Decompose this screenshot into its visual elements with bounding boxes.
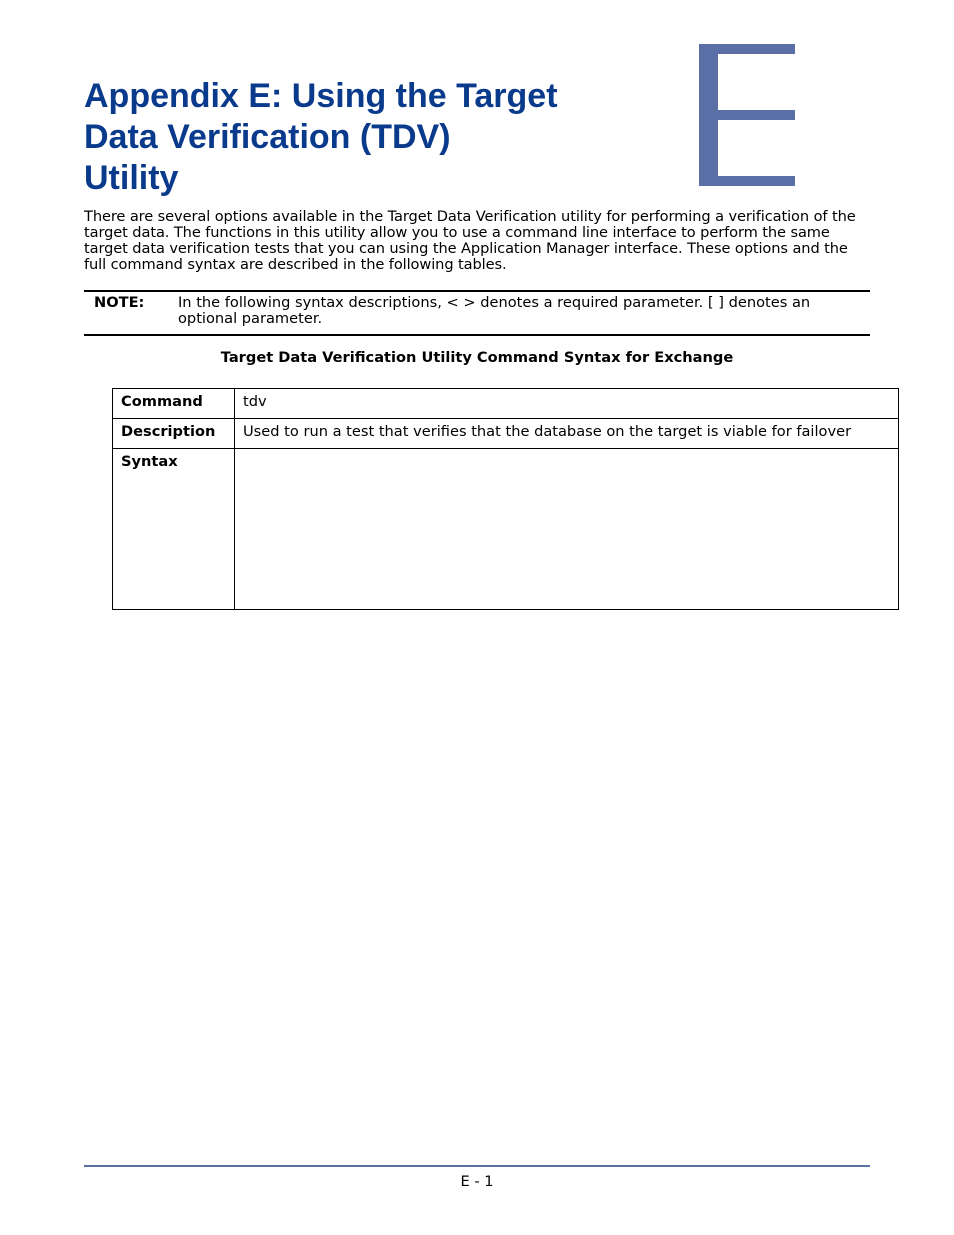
chapter-letter-e-icon xyxy=(699,44,795,186)
title-line-1: Appendix E: Using the Target xyxy=(84,77,558,115)
command-syntax-table xyxy=(112,388,899,610)
row-value: tdv xyxy=(235,389,899,419)
note-label: NOTE: xyxy=(94,294,145,311)
note-box xyxy=(84,290,870,336)
title-line-3: Utility xyxy=(84,159,179,197)
page-title xyxy=(84,76,684,199)
row-label: Syntax xyxy=(113,449,235,610)
title-line-2: Data Verification (TDV) xyxy=(84,118,451,156)
table-row-command xyxy=(113,389,899,419)
note-text: In the following syntax descriptions, < > denotes a required parameter. [ ] denotes an optional parameter. xyxy=(178,294,811,327)
table-caption: Target Data Verification Utility Command Syntax for Exchange xyxy=(220,349,734,366)
row-label: Command xyxy=(113,389,235,419)
footer-divider xyxy=(84,1165,870,1167)
row-value xyxy=(235,449,899,610)
table-row-description xyxy=(113,419,899,449)
row-value: Used to run a test that verifies that the database on the target is viable for failover xyxy=(235,419,899,449)
row-label: Description xyxy=(113,419,235,449)
page-number: E - 1 xyxy=(460,1173,494,1190)
table-row-syntax xyxy=(113,449,899,610)
intro-paragraph: There are several options available in the Target Data Verification utility for performing a verification of the target data. The functions in this utility allow you to use a command line interface to perform the same target data verification tests that you can using the Application Manager interface. These options and the full command syntax are described in the following tables. xyxy=(84,208,856,273)
